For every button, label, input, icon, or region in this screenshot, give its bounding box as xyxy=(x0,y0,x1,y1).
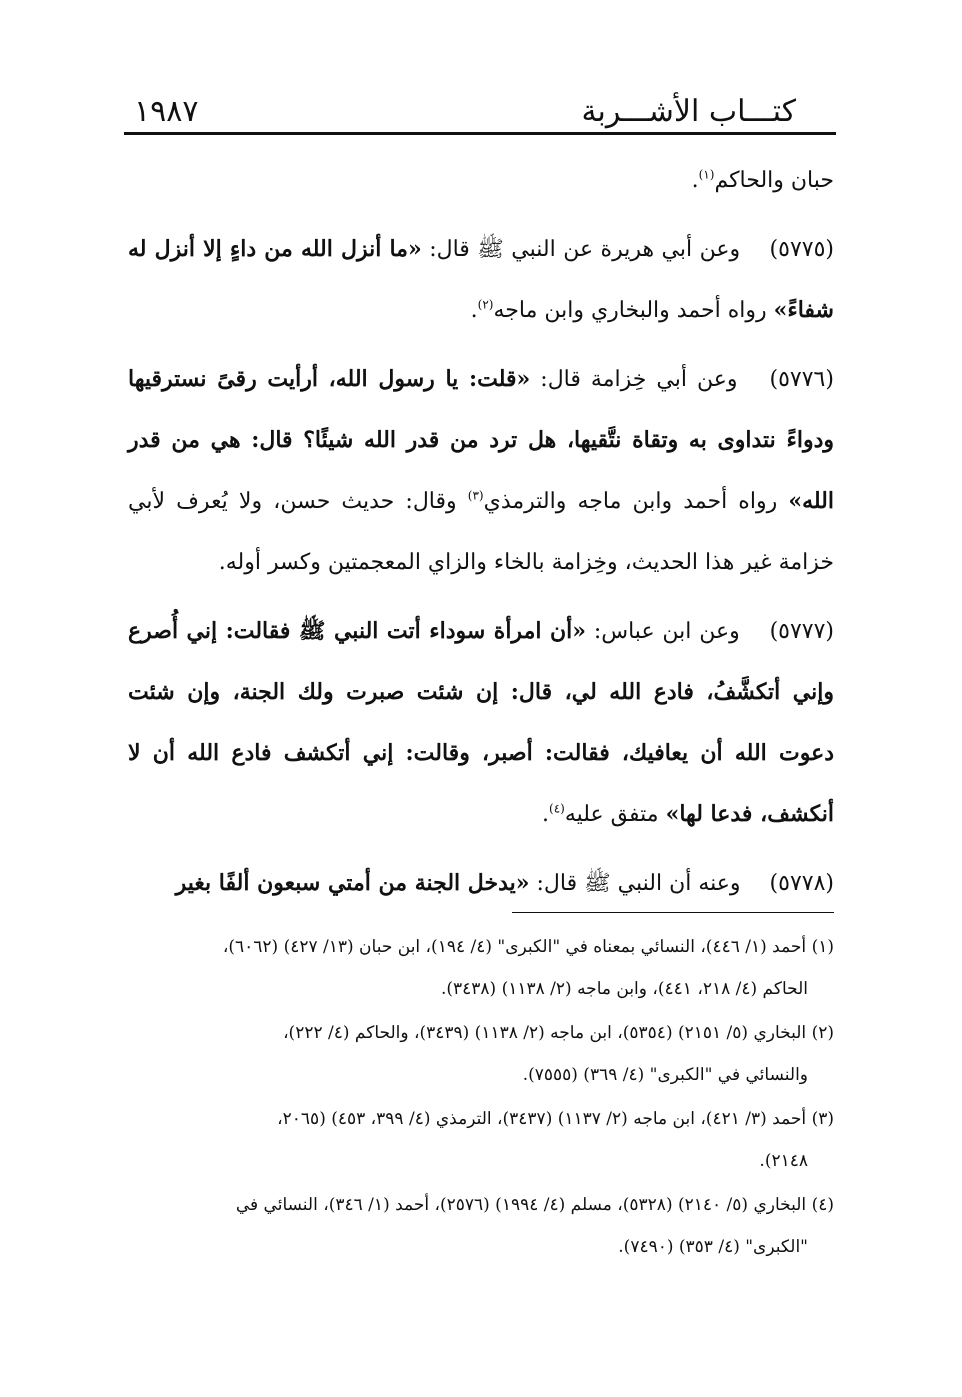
hadith-paragraph xyxy=(128,349,834,593)
paragraph-text: وعنه أن النبي ﷺ قال: xyxy=(536,871,741,896)
header-rule xyxy=(124,132,836,135)
footnote-text: أحمد (١/ ٤٤٦)، النسائي بمعناه في "الكبرى" (٤/ ١٩٤)، ابن حبان (١٣/ ٤٢٧) (٦٠٦٢)، xyxy=(222,937,807,957)
hadith-quote: «قلت: يا رسول الله، أرأيت رقىً نسترقيها ودواءً نتداوى به وتقاة نتَّقيها، هل ترد من قدر الله شيئًا؟ قال: هي من قدر الله» xyxy=(128,366,834,514)
footnote-text: البخاري (٥/ ٢١٤٠) (٥٣٢٨)، مسلم (٤/ ١٩٩٤) (٢٥٧٦)، أحمد (١/ ٣٤٦)، النسائي في xyxy=(235,1195,807,1215)
hadith-paragraph xyxy=(128,219,834,341)
footnote-number: (٣) xyxy=(811,1109,834,1129)
hadith-paragraph xyxy=(128,601,834,845)
footnote-ref[interactable]: (٢) xyxy=(477,297,494,312)
hadith-number: (٥٧٧٦) xyxy=(769,367,834,392)
paragraph-continuation xyxy=(128,150,834,211)
footnote-ref[interactable]: (٣) xyxy=(467,488,484,503)
paragraph-text: حبان والحاكم xyxy=(714,168,834,193)
paragraph-text: وعن ابن عباس: xyxy=(593,619,740,644)
footnote-text: ٢١٤٨). xyxy=(759,1151,808,1171)
hadith-number: (٥٧٧٨) xyxy=(769,871,834,896)
hadith-number: (٥٧٧٧) xyxy=(769,619,835,644)
hadith-quote: «أن امرأة سوداء أتت النبي ﷺ فقالت: إني أُصرع وإني أتكشَّفُ، فادع الله لي، قال: إن شئت صبرت ولك الجنة، وإن شئت دعوت الله أن يعافيك، فقالت: أصبر، وقالت: إني أتكشف فادع الله أن لا أنكشف، فدعا لها» xyxy=(128,618,834,827)
paragraph-text: وعن أبي خِزامة قال: xyxy=(540,367,738,392)
footnote-item xyxy=(128,1184,834,1268)
footnote-text: البخاري (٥/ ٢١٥١) (٥٣٥٤)، ابن ماجه (٢/ ١١٣٨) (٣٤٣٩)، والحاكم (٤/ ٢٢٢)، xyxy=(283,1023,807,1043)
footnote-number: (٢) xyxy=(811,1023,834,1043)
page-header xyxy=(124,92,836,132)
footnote-item xyxy=(128,1098,834,1182)
hadith-number: (٥٧٧٥) xyxy=(769,237,834,262)
footnote-item xyxy=(128,1012,834,1096)
hadith-quote: «يدخل الجنة من أمتي سبعون ألفًا بغير xyxy=(175,870,530,896)
footnote-ref[interactable]: (٤) xyxy=(549,801,565,816)
footnote-text: "الكبرى" (٤/ ٣٥٣) (٧٤٩٠). xyxy=(618,1237,808,1257)
footnote-number: (١) xyxy=(811,937,834,957)
body-text xyxy=(128,150,834,914)
paragraph-text: وعن أبي هريرة عن النبي ﷺ قال: xyxy=(429,237,741,262)
paragraph-tail: . xyxy=(691,168,699,193)
paragraph-tail: . xyxy=(470,298,478,323)
footnotes xyxy=(128,926,834,1270)
hadith-quote: «ما أنزل الله من داءٍ إلا أنزل له شفاءً» xyxy=(128,236,834,323)
footnote-ref[interactable]: (١) xyxy=(698,167,715,182)
paragraph-source: متفق عليه xyxy=(564,802,659,827)
page-number: ١٩٨٧ xyxy=(134,94,199,129)
footnote-text: الحاكم (٤/ ٢١٨، ٤٤١)، وابن ماجه (٢/ ١١٣٨) (٣٤٣٨). xyxy=(440,979,808,999)
hadith-paragraph xyxy=(128,853,834,914)
paragraph-tail: . xyxy=(542,802,550,827)
footnote-number: (٤) xyxy=(811,1195,834,1215)
footnote-text: والنسائي في "الكبرى" (٤/ ٣٦٩) (٧٥٥٥). xyxy=(522,1065,808,1085)
footnote-rule xyxy=(512,912,834,913)
paragraph-source: رواه أحمد والبخاري وابن ماجه xyxy=(493,298,767,323)
book-title: كتـــاب الأشـــربة xyxy=(581,94,796,129)
paragraph-source: رواه أحمد وابن ماجه والترمذي xyxy=(483,489,778,514)
footnote-text: أحمد (٣/ ٤٢١)، ابن ماجه (٢/ ١١٣٧) (٣٤٣٧)، الترمذي (٤/ ٣٩٩، ٤٥٣) (٢٠٦٥، xyxy=(277,1109,807,1129)
footnote-item xyxy=(128,926,834,1010)
paragraph-tail: وقال: حديث حسن، ولا يُعرف لأبي خزامة غير هذا الحديث، وخِزامة بالخاء والزاي المعجمتين وكسر أوله. xyxy=(128,489,834,575)
